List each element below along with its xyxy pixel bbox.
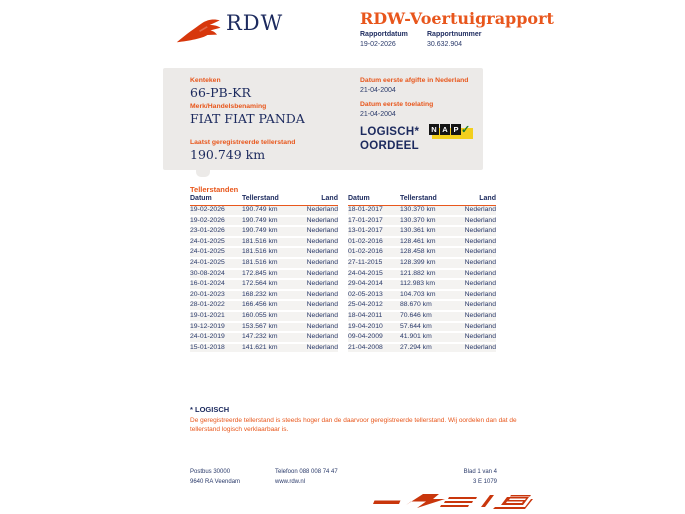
cell-tellerstand: 41.901 km (400, 333, 432, 341)
table-row (348, 238, 496, 249)
table-row (348, 270, 496, 281)
cell-land: Nederland (306, 227, 338, 235)
cell-datum: 01-02-2016 (348, 237, 383, 245)
cell-datum: 18-01-2017 (348, 206, 383, 213)
panel-corner-tab (196, 170, 210, 177)
footer-page-indicator: Blad 1 van 4 (463, 469, 497, 475)
table-row (190, 291, 338, 302)
eerste-afgifte-label: Datum eerste afgifte in Nederland (360, 77, 469, 84)
cell-datum: 24-01-2025 (190, 237, 225, 245)
cell-tellerstand: 181.516 km (242, 248, 278, 256)
rdw-logo-text: RDW (226, 11, 284, 35)
cell-datum: 19-04-2010 (348, 322, 383, 330)
table-row (348, 217, 496, 228)
table-row (348, 227, 496, 238)
cell-datum: 23-01-2026 (190, 227, 225, 235)
merk-label: Merk/Handelsbenaming (190, 103, 267, 110)
cell-tellerstand: 181.516 km (242, 237, 278, 245)
footer-website[interactable]: www.rdw.nl (275, 479, 306, 485)
footnote-text: De geregistreerde tellerstand is steeds hoger dan de daarvoor geregistreerde tellerstand. Wij oordelen dan dat de tellerstand logisch verklaarbaar is. (190, 417, 517, 433)
table-row (190, 280, 338, 291)
cell-tellerstand: 128.399 km (400, 258, 436, 266)
cell-datum: 17-01-2017 (348, 216, 383, 224)
table-row (348, 206, 496, 217)
footer-form-code: 3 E 1079 (472, 479, 497, 485)
cell-land: Nederland (306, 322, 338, 330)
cell-datum: 29-04-2014 (348, 280, 383, 288)
table-row (190, 270, 338, 281)
cell-tellerstand: 121.882 km (400, 269, 436, 277)
eerste-toelating-value: 21-04-2004 (360, 111, 396, 118)
nap-logo (429, 124, 473, 140)
table-row (348, 280, 496, 291)
table-row (190, 227, 338, 238)
cell-datum: 24-01-2025 (190, 248, 225, 256)
report-number-label: Rapportnummer (427, 31, 482, 38)
cell-tellerstand: 172.845 km (242, 269, 278, 277)
cell-land: Nederland (306, 343, 338, 351)
cell-tellerstand: 181.516 km (242, 258, 278, 266)
table-row (190, 312, 338, 323)
report-date-value: 19-02-2026 (360, 41, 396, 48)
footer-contact (275, 467, 338, 487)
laatste-tellerstand-value: 190.749 km (190, 147, 266, 162)
cell-land: Nederland (306, 280, 338, 288)
cell-datum: 18-04-2011 (348, 311, 383, 319)
cell-land: Nederland (464, 216, 496, 224)
header-land: Land (479, 195, 496, 202)
kenteken-label: Kenteken (190, 77, 221, 84)
cell-datum: 13-01-2017 (348, 227, 383, 235)
cell-tellerstand: 166.456 km (242, 301, 278, 309)
table-row (348, 323, 496, 334)
nap-letter-n: N (429, 124, 439, 135)
cell-datum: 16-01-2024 (190, 280, 225, 288)
cell-land: Nederland (464, 227, 496, 235)
cell-land: Nederland (464, 322, 496, 330)
table-row (190, 217, 338, 228)
cell-land: Nederland (306, 216, 338, 224)
cell-land: Nederland (306, 333, 338, 341)
table-row (348, 248, 496, 259)
cell-datum: 24-01-2025 (190, 258, 225, 266)
nap-letter-a: A (440, 124, 450, 135)
cell-land: Nederland (464, 280, 496, 288)
cell-land: Nederland (464, 206, 496, 213)
cell-tellerstand: 104.703 km (400, 290, 436, 298)
cell-datum: 19-12-2019 (190, 322, 225, 330)
table-row (190, 323, 338, 334)
cell-land: Nederland (464, 333, 496, 341)
odometer-table-left (190, 195, 338, 354)
cell-tellerstand: 147.232 km (242, 333, 278, 341)
cell-datum: 19-02-2026 (190, 206, 225, 213)
cell-datum: 21-04-2008 (348, 343, 383, 351)
oordeel-text (360, 126, 419, 153)
table-row (190, 248, 338, 259)
oordeel-line1: LOGISCH* (360, 126, 420, 138)
table-row (190, 344, 338, 355)
cell-tellerstand: 190.749 km (242, 216, 278, 224)
kenteken-value: 66-PB-KR (190, 85, 251, 100)
footer-address (190, 467, 240, 487)
table-row (348, 312, 496, 323)
cell-tellerstand: 130.361 km (400, 227, 436, 235)
cell-land: Nederland (464, 311, 496, 319)
table-row (348, 344, 496, 355)
cell-tellerstand: 88.670 km (400, 301, 432, 309)
cell-datum: 02-05-2013 (348, 290, 383, 298)
cell-datum: 24-01-2019 (190, 333, 225, 341)
cell-land: Nederland (306, 237, 338, 245)
laatste-tellerstand-label: Laatst geregistreerde tellerstand (190, 139, 296, 146)
table-row (190, 333, 338, 344)
report-number-block (427, 31, 481, 48)
cell-datum: 20-01-2023 (190, 290, 225, 298)
cell-datum: 15-01-2018 (190, 343, 225, 351)
footnote-title: * LOGISCH (190, 405, 230, 414)
cell-land: Nederland (464, 290, 496, 298)
cell-land: Nederland (306, 248, 338, 256)
cell-tellerstand: 130.370 km (400, 206, 436, 213)
report-number-value: 30.632.904 (427, 41, 463, 48)
cell-tellerstand: 190.749 km (242, 227, 278, 235)
eerste-afgifte-value: 21-04-2004 (360, 87, 396, 94)
footer-address-line2: 9640 RA Veendam (190, 479, 241, 485)
cell-datum: 27-11-2015 (348, 258, 383, 266)
cell-land: Nederland (306, 206, 338, 213)
header-tellerstand: Tellerstand (400, 195, 437, 202)
cell-tellerstand: 128.461 km (400, 237, 436, 245)
oordeel-line2: OORDEEL (360, 139, 419, 152)
table-row (190, 238, 338, 249)
cell-land: Nederland (464, 269, 496, 277)
cell-datum: 25-04-2012 (348, 301, 383, 309)
cell-land: Nederland (306, 290, 338, 298)
cell-land: Nederland (306, 311, 338, 319)
table-row (348, 259, 496, 270)
cell-tellerstand: 112.983 km (400, 280, 436, 288)
table-row (348, 301, 496, 312)
cell-tellerstand: 70.646 km (400, 311, 432, 319)
table-row (190, 259, 338, 270)
odometer-table-right (348, 195, 496, 354)
footer-address-line1: Postbus 30000 (190, 469, 231, 475)
table-row (190, 301, 338, 312)
merk-value: FIAT FIAT PANDA (190, 111, 305, 126)
rdw-speedlines-graphic (373, 492, 535, 511)
rdw-wing-logo-icon (176, 13, 222, 47)
cell-tellerstand: 168.232 km (242, 290, 278, 298)
cell-land: Nederland (464, 248, 496, 256)
table-header (190, 195, 338, 206)
header-land: Land (321, 195, 338, 202)
cell-tellerstand: 128.458 km (400, 248, 436, 256)
header-tellerstand: Tellerstand (242, 195, 279, 202)
cell-datum: 24-04-2015 (348, 269, 383, 277)
cell-land: Nederland (306, 301, 338, 309)
report-date-block (360, 31, 408, 48)
cell-tellerstand: 153.567 km (242, 322, 278, 330)
cell-land: Nederland (306, 269, 338, 277)
nap-letter-p: P (451, 124, 461, 135)
table-row (190, 206, 338, 217)
table-body-right (348, 206, 496, 354)
cell-land: Nederland (306, 258, 338, 266)
header-datum: Datum (190, 195, 212, 202)
cell-datum: 19-01-2021 (190, 311, 225, 319)
cell-tellerstand: 190.749 km (242, 206, 278, 213)
table-header (348, 195, 496, 206)
table-title: Tellerstanden (190, 185, 239, 194)
cell-tellerstand: 172.564 km (242, 280, 278, 288)
header-datum: Datum (348, 195, 370, 202)
eerste-toelating-label: Datum eerste toelating (360, 101, 434, 108)
cell-land: Nederland (464, 237, 496, 245)
table-row (348, 291, 496, 302)
cell-datum: 01-02-2016 (348, 248, 383, 256)
cell-tellerstand: 141.621 km (242, 343, 278, 351)
cell-land: Nederland (464, 301, 496, 309)
cell-datum: 09-04-2009 (348, 333, 383, 341)
vehicle-info-panel (163, 68, 483, 170)
footer-phone: Telefoon 088 008 74 47 (275, 469, 338, 475)
page-title: RDW-Voertuigrapport (360, 9, 554, 28)
table-row (348, 333, 496, 344)
table-body-left (190, 206, 338, 354)
nap-check-icon: ✓ (461, 124, 471, 136)
cell-tellerstand: 130.370 km (400, 216, 436, 224)
cell-datum: 28-01-2022 (190, 301, 225, 309)
report-date-label: Rapportdatum (360, 31, 408, 38)
cell-tellerstand: 160.055 km (242, 311, 278, 319)
cell-tellerstand: 27.294 km (400, 343, 432, 351)
cell-datum: 30-08-2024 (190, 269, 225, 277)
footer-page-info (397, 467, 497, 487)
cell-datum: 19-02-2026 (190, 216, 225, 224)
cell-land: Nederland (464, 343, 496, 351)
cell-land: Nederland (464, 258, 496, 266)
cell-tellerstand: 57.644 km (400, 322, 432, 330)
